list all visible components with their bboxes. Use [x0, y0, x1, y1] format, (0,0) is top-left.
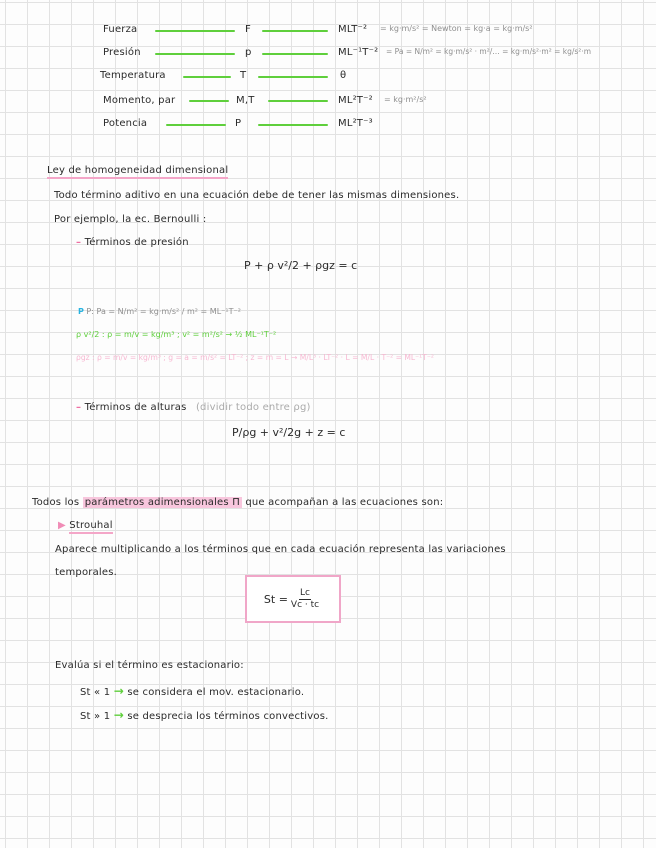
connector-line — [258, 124, 328, 126]
connector-line — [155, 30, 235, 32]
row-presion-symbol: p — [245, 47, 252, 58]
connector-line — [183, 76, 231, 78]
height-equation: P/ρg + v²/2g + z = c — [232, 426, 346, 439]
rho-v-derivation — [76, 330, 276, 339]
connector-line — [268, 100, 328, 102]
strouhal-label: Strouhal — [69, 520, 112, 534]
homog-line2: Por ejemplo, la ec. Bernoulli : — [54, 214, 207, 225]
case1-lhs: St « 1 — [80, 687, 111, 698]
rho-v-text: ρ v²/2 : ρ = m/v = kg/m³ ; v² = m²/s² → ½ ML⁻¹T⁻² — [76, 330, 277, 339]
dash-bullet: – — [76, 402, 82, 413]
row-fuerza-symbol: F — [245, 24, 251, 35]
case2-rhs: se desprecia los términos convectivos. — [127, 711, 329, 722]
row-momento-symbol: M,T — [236, 95, 255, 106]
connector-line — [155, 53, 235, 55]
height-terms-label: Términos de alturas — [84, 402, 187, 413]
section-heading-homogeneity: Ley de homogeneidad dimensional — [47, 165, 228, 179]
strouhal-formula-box — [245, 575, 341, 623]
row-potencia-name: Potencia — [103, 118, 148, 129]
row-momento-name: Momento, par — [103, 95, 176, 106]
row-fuerza-dim: MLT⁻² — [338, 24, 368, 35]
row-presion-dim: ML⁻¹T⁻² — [338, 47, 379, 58]
bernoulli-equation: P + ρ v²/2 + ρgz = c — [244, 259, 358, 272]
formula-left: St = — [263, 592, 288, 606]
strouhal-heading — [58, 520, 113, 531]
row-potencia-symbol: P — [235, 118, 242, 129]
pressure-terms-label: Términos de presión — [84, 237, 189, 248]
connector-line — [166, 124, 226, 126]
row-temperatura-dim: θ — [340, 70, 347, 81]
rho-g-text: ρgz : ρ = m/v = kg/m³ ; g = a = m/s² = LT⁻² ; z = m = L → M/L³ · LT⁻² · L = M/L · T⁻² = ML⁻¹T⁻² — [76, 353, 434, 362]
row-potencia-dim: ML²T⁻³ — [338, 118, 373, 129]
row-temperatura-symbol: T — [240, 70, 247, 81]
case1-line — [80, 684, 304, 698]
params-intro-a: Todos los — [32, 497, 80, 508]
row-temperatura-name: Temperatura — [100, 70, 166, 81]
triangle-bullet-icon: ▶ — [58, 520, 66, 531]
connector-line — [262, 30, 328, 32]
right-arrow-icon: → — [113, 708, 124, 722]
connector-line — [262, 53, 328, 55]
strouhal-desc2: temporales. — [55, 567, 118, 578]
connector-line — [189, 100, 229, 102]
eval-line: Evalúa si el término es estacionario: — [55, 660, 244, 671]
strouhal-desc1: Aparece multiplicando a los términos que en cada ecuación representa las variaciones — [55, 544, 506, 555]
row-presion-rest: = Pa = N/m² = kg·m/s² · m²/… = kg·m/s²·m² = kg/s²·m — [386, 47, 592, 56]
rho-g-derivation — [76, 353, 434, 362]
height-terms-note: (dividir todo entre ρg) — [195, 402, 311, 413]
row-fuerza-rest: = kg·m/s² = Newton = kg·a = kg·m/s² — [380, 24, 533, 33]
homog-line1: Todo término aditivo en una ecuación debe de tener las mismas dimensiones. — [54, 190, 460, 201]
p-derivation: P: Pa = N/m² = kg·m/s² / m² = ML⁻¹T⁻² — [86, 307, 241, 316]
p-derivation-line — [78, 307, 241, 316]
height-terms-bullet — [76, 402, 311, 413]
connector-line — [258, 76, 328, 78]
case1-rhs: se considera el mov. estacionario. — [127, 687, 305, 698]
formula-fraction — [290, 588, 320, 611]
row-momento-rest: = kg·m²/s² — [384, 95, 427, 104]
pressure-terms-bullet — [76, 237, 189, 248]
params-intro-b: que acompañan a las ecuaciones son: — [245, 497, 444, 508]
row-momento-dim: ML²T⁻² — [338, 95, 373, 106]
params-intro — [32, 497, 443, 508]
formula-numerator: Lc — [300, 587, 310, 598]
params-highlight: parámetros adimensionales Π — [84, 497, 240, 508]
case2-line — [80, 708, 329, 722]
p-label: P — [78, 307, 84, 316]
dash-bullet: – — [76, 237, 82, 248]
case2-lhs: St » 1 — [80, 711, 111, 722]
right-arrow-icon: → — [113, 684, 124, 698]
formula-denominator: Vc · tc — [290, 599, 320, 610]
row-fuerza-name: Fuerza — [103, 24, 138, 35]
row-presion-name: Presión — [103, 47, 141, 58]
